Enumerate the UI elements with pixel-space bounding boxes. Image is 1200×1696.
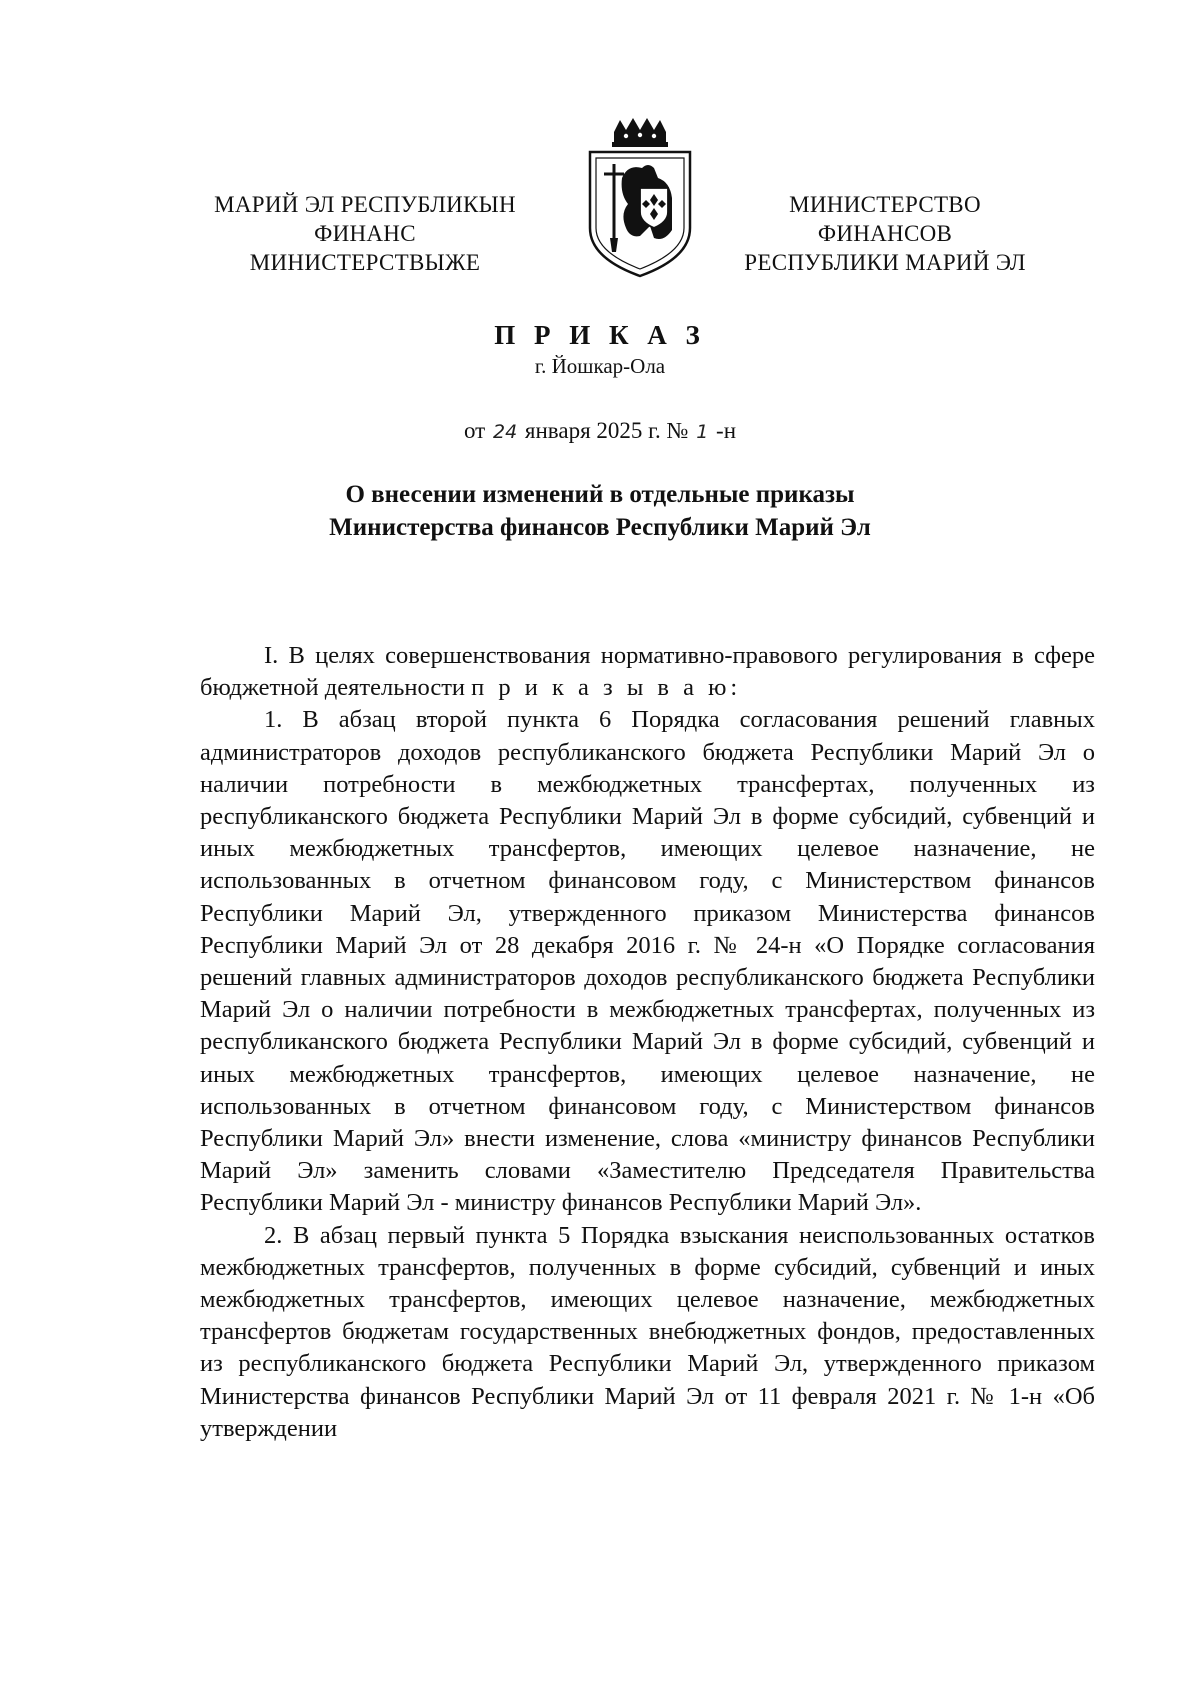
header-left-line2: ФИНАНС МИНИСТЕРСТВЫЖЕ	[249, 221, 481, 275]
document-date-number	[0, 418, 1200, 444]
header-left-mari	[200, 190, 530, 277]
subject-line2: Министерства финансов Республики Марий Эл	[329, 514, 871, 541]
intro-text: I. В целях совершенствования нормативно-правового регулирования в сфере бюджетной деятельности	[200, 642, 1095, 702]
document-number-handwritten: 1	[696, 421, 709, 443]
date-rest: января 2025 г. №	[524, 418, 689, 443]
coat-of-arms-mari-el-icon	[584, 118, 696, 278]
number-suffix: -н	[716, 418, 736, 443]
subject-line1: О внесении изменений в отдельные приказы	[345, 481, 855, 508]
item-2-paragraph: 2. В абзац первый пункта 5 Порядка взыскания неиспользованных остатков межбюджетных трансфертов, полученных в форме субсидий, субвенций и иных межбюджетных трансфертов, имеющих целевое назначение, межбюджетных трансфертов бюджетам государственных внебюджетных фондов, предоставленных из республиканского бюджета Республики Марий Эл, утвержденного приказом Министерства финансов Республики Марий Эл от 11 февраля 2021 г. № 1-н «Об утверждении	[200, 1221, 1095, 1442]
date-day-handwritten: 24	[492, 421, 518, 443]
item-1-paragraph: 1. В абзац второй пункта 6 Порядка согласования решений главных администраторов доходов республиканского бюджета Республики Марий Эл о наличии потребности в межбюджетных трансфертах, полученных из республиканского бюджета Республики Марий Эл в форме субсидий, субвенций и иных межбюджетных трансфертов, имеющих целевое назначение, не использованных в отчетном финансовом году, с Министерством финансов Республики Марий Эл, утвержденного приказом Министерства финансов Республики Марий Эл от 28 декабря 2016 г. № 24-н «О Порядке согласования решений главных администраторов доходов республиканского бюджета Республики Марий Эл о наличии потребности в межбюджетных трансфертах, полученных из республиканского бюджета Республики Марий Эл в форме субсидий, субвенций и иных межбюджетных трансфертов, имеющих целевое назначение, не использованных в отчетном финансовом году, с Министерством финансов Республики Марий Эл» внести изменение, слова «министру финансов Республики Марий Эл» заменить словами «Заместителю Председателя Правительства Республики Марий Эл - министру финансов Республики Марий Эл».	[200, 706, 1095, 1217]
header-right-russian	[720, 190, 1050, 277]
date-prefix: от	[463, 418, 486, 443]
document-subject	[0, 478, 1200, 544]
header-right-line1: МИНИСТЕРСТВО ФИНАНСОВ	[789, 192, 981, 246]
header-left-line1: МАРИЙ ЭЛ РЕСПУБЛИКЫН	[214, 192, 516, 217]
intro-paragraph	[200, 640, 1095, 704]
intro-order-word: п р и к а з ы в а ю:	[471, 674, 742, 702]
document-city: г. Йошкар-Ола	[534, 354, 666, 378]
document-type: П Р И К А З	[494, 320, 706, 350]
header-right-line2: РЕСПУБЛИКИ МАРИЙ ЭЛ	[744, 250, 1026, 275]
document-body	[200, 640, 1095, 1445]
